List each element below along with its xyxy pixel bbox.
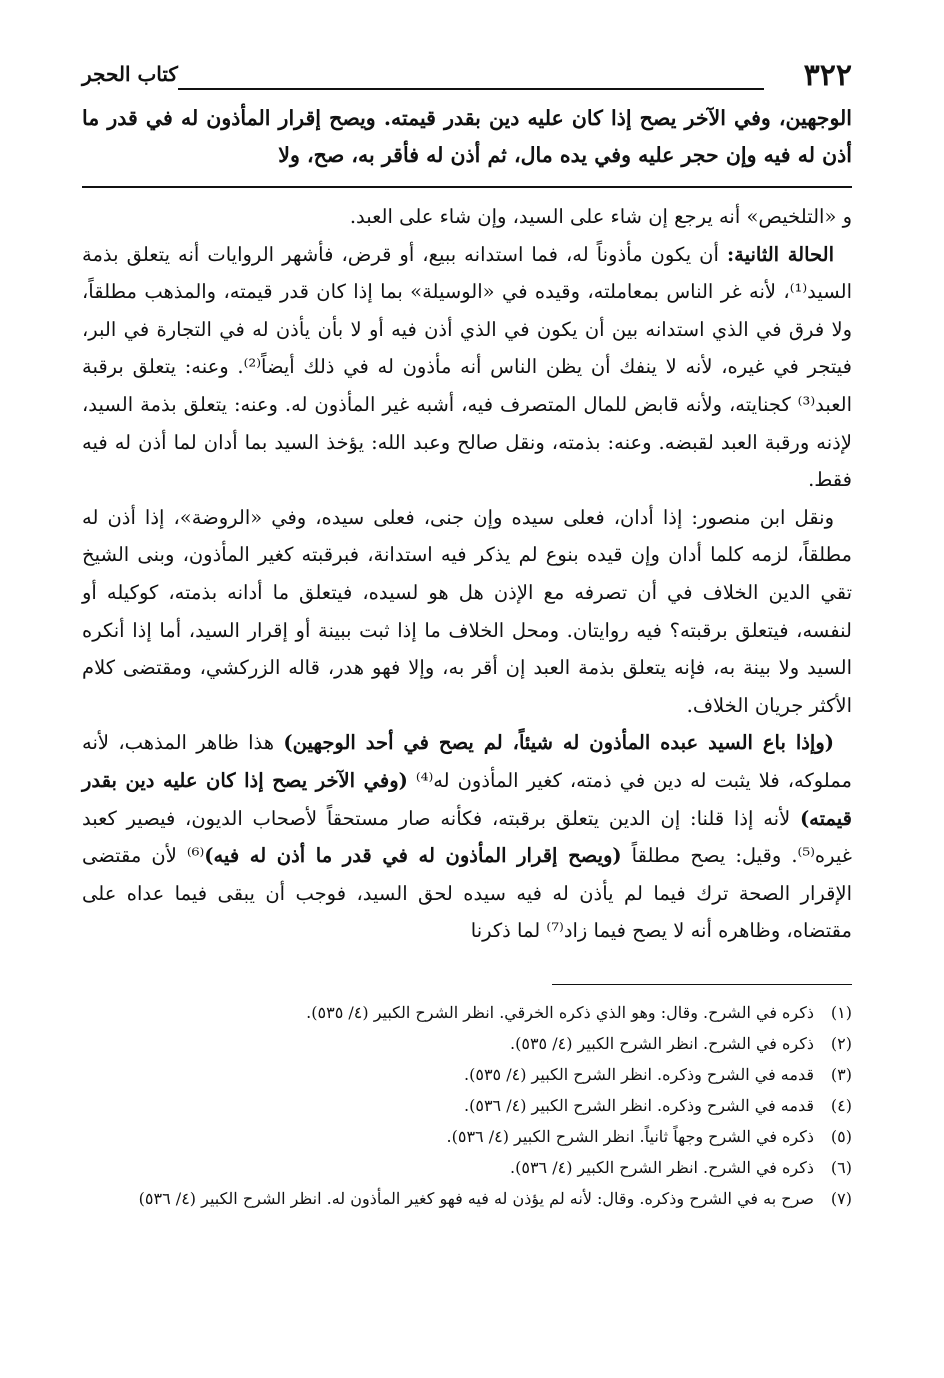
paragraph-text: ⁽⁶⁾ لأن مقتضى الإقرار الصحة ترك فيما لم يأذن له فيه سيده لحق السيد، فوجب أن يبقى فيما عداه على مقتضاه، وظاهره أنه لا يصح فيما زاد⁽⁷⁾ لما ذكرنا: [82, 844, 852, 943]
footnote-text: ذكره في الشرح. انظر الشرح الكبير (٤/ ٥٣٦).: [510, 1157, 814, 1177]
paragraph-text: هذا ظاهر المذهب، لأنه مملوكه، فلا يثبت له دين في ذمته، كغير المأذون له⁽⁴⁾: [82, 731, 852, 792]
quoted-matn-2: (وفي الآخر يصح إذا كان عليه دين بقدر قيمته): [82, 768, 852, 830]
paragraph-text: لأنه إذا قلنا: إن الدين يتعلق برقبته، فكأنه صار مستحقاً لأصحاب الديون، فيصير كعبد غيره⁽⁵⁾. وقيل: يصح مطلقاً: [82, 806, 852, 868]
page-number: ٣٢٢: [803, 58, 852, 93]
commentary-paragraph-2: [82, 236, 852, 499]
header-rule: [178, 88, 764, 90]
running-title: كتاب الحجر: [82, 62, 178, 86]
footnote: [82, 1152, 852, 1183]
footnote-text: قدمه في الشرح وذكره. انظر الشرح الكبير (٤/ ٥٣٦).: [464, 1095, 814, 1115]
footnote-number: (٦): [830, 1157, 852, 1177]
main-text: الوجهين، وفي الآخر يصح إذا كان عليه دين بقدر قيمته. ويصح إقرار المأذون له في قدر ما أذن له فيه وإن حجر عليه وفي يده مال، ثم أذن له فأقر به، صح، ولا: [82, 106, 852, 167]
main-text-box: [82, 100, 852, 188]
footnote: [82, 1121, 852, 1152]
footnote: [82, 997, 852, 1028]
footnote-text: صرح به في الشرح وذكره. وقال: لأنه لم يؤذن له فيه فهو كغير المأذون له. انظر الشرح الكبير (٤/ ٥٣٦): [138, 1188, 814, 1208]
footnote-text: قدمه في الشرح وذكره. انظر الشرح الكبير (٤/ ٥٣٥).: [464, 1064, 814, 1084]
footnote-number: (١): [830, 1002, 852, 1022]
footnotes: [82, 997, 852, 1214]
section-heading: الحالة الثانية:: [726, 242, 834, 266]
footnote-text: ذكره في الشرح وجهاً ثانياً. انظر الشرح الكبير (٤/ ٥٣٦).: [446, 1126, 814, 1146]
footnote: [82, 1028, 852, 1059]
footnote: [82, 1090, 852, 1121]
quoted-matn-1: (وإذا باع السيد عبده المأذون له شيئاً، لم يصح في أحد الوجهين): [283, 731, 834, 755]
footnote: [82, 1183, 852, 1214]
commentary-paragraph-1: و «التلخيص» أنه يرجع إن شاء على السيد، وإن شاء على العبد.: [349, 205, 852, 228]
footnote-number: (٢): [830, 1033, 852, 1053]
footnote-text: ذكره في الشرح. انظر الشرح الكبير (٤/ ٥٣٥).: [510, 1033, 814, 1053]
page-header: [82, 52, 852, 92]
commentary-paragraph-3: ونقل ابن منصور: إذا أدان، فعلى سيده وإن جنى، فعلى سيده، وفي «الروضة»، إذا أذن له مطلقاً، لزمه كلما أدان وإن قيده بنوع لم يذكر فيه استدانة، فبرقبته كغير المأذون، وبنى الشيخ تقي الدين الخلاف في أن تصرفه مع الإذن هل هو لسيده، فيتعلق ما أدانه بذمته، كوكيله أو لنفسه، فيتعلق برقبته؟ فيه روايتان. ومحل الخلاف ما إذا ثبت ببينة أو إقرار السيد، أما إذا أنكره السيد ولا بينة به، فإنه يتعلق بذمة العبد إن أقر به، وإلا فهو هدر، قاله الزركشي، ومقتضى كلام الأكثر جريان الخلاف.: [82, 505, 852, 717]
paragraph-text: أن يكون مأذوناً له، فما استدانه ببيع، أو قرض، فأشهر الروايات أنه يتعلق بذمة السيد⁽¹⁾، لأنه غر الناس بمعاملته، وقيده في «الوسيلة» بما إذا كان قدر قيمته، والمذهب مطلقاً، ولا فرق في الذي استدانه بين أن يكون في الذي أذن فيه أو لا بأن يأذن له في التجارة في البر، فيتجر في غيره، لأنه لا ينفك أن يظن الناس أنه مأذون له في ذلك أيضاً⁽²⁾. وعنه: يتعلق برقبة العبد⁽³⁾ كجنايته، ولأنه قابض للمال المتصرف فيه، أشبه غير المأذون له. وعنه: يتعلق بذمة السيد، لإذنه ورقبة العبد لقبضه. وعنه: بذمته، ونقل صالح وعبد الله: يؤخذ السيد بما أدان لما أذن له فيه فقط.: [82, 242, 852, 492]
commentary-paragraph-4: [82, 724, 852, 950]
quoted-matn-3: (ويصح إقرار المأذون له في قدر ما أذن له فيه): [204, 844, 622, 868]
footnote-rule: [552, 984, 852, 985]
footnote-number: (٧): [830, 1188, 852, 1208]
footnote-number: (٣): [830, 1064, 852, 1084]
footnote-text: ذكره في الشرح. وقال: وهو الذي ذكره الخرقي. انظر الشرح الكبير (٤/ ٥٣٥).: [306, 1002, 814, 1022]
footnote-number: (٤): [830, 1095, 852, 1115]
book-page: [82, 52, 852, 1214]
footnote: [82, 1059, 852, 1090]
commentary: [82, 198, 852, 950]
footnote-number: (٥): [830, 1126, 852, 1146]
